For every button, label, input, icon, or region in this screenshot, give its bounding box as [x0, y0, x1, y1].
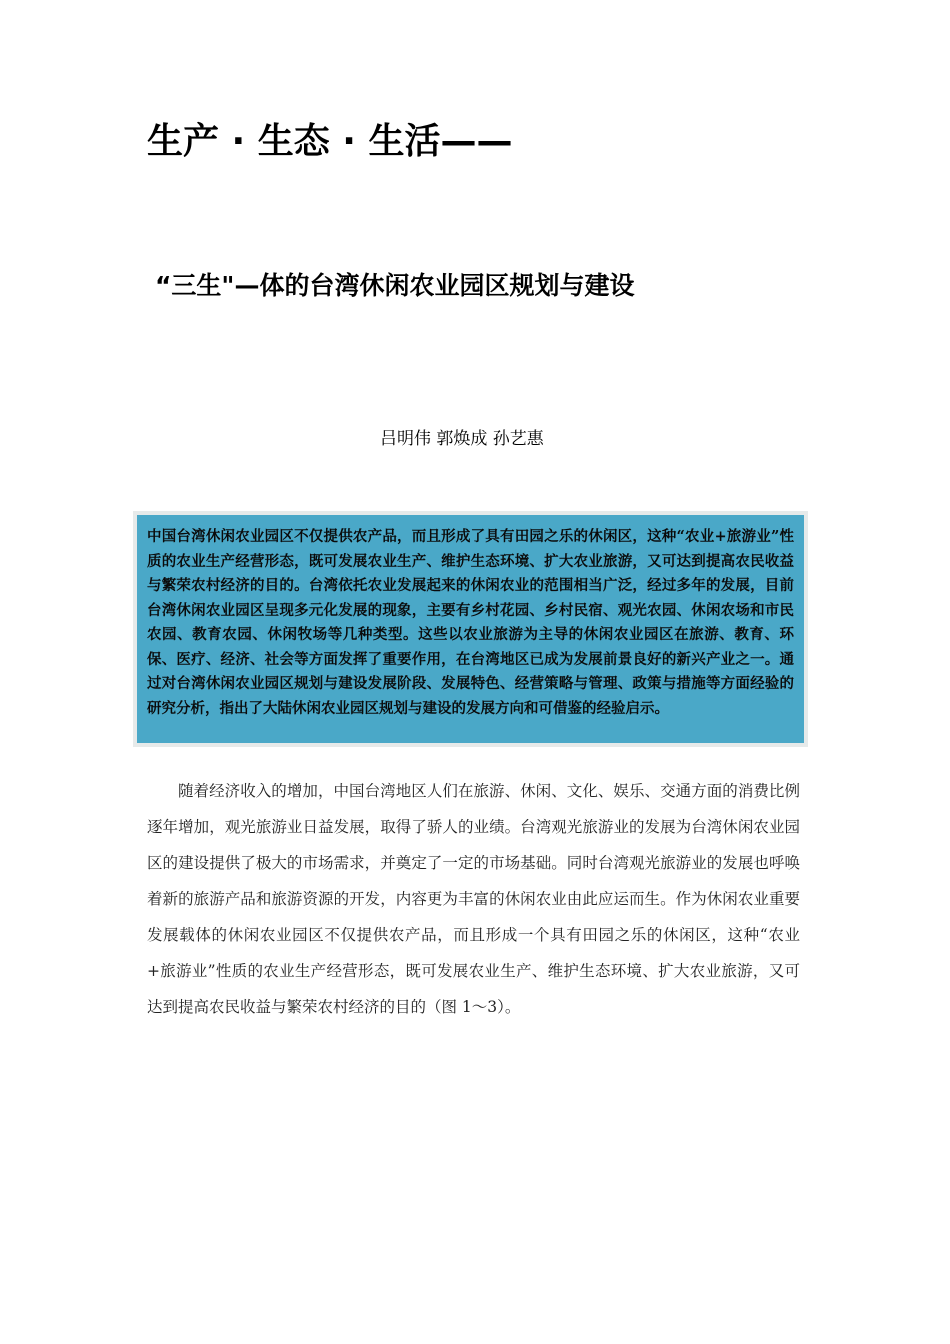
body-paragraph: 随着经济收入的增加，中国台湾地区人们在旅游、休闲、文化、娱乐、交通方面的消费比例逐年增加，观光旅游业日益发展，取得了骄人的业绩。台湾观光旅游业的发展为台湾休闲农业园区的建设提供了极大的市场需求，并奠定了一定的市场基础。同时台湾观光旅游业的发展也呼唤着新的旅游产品和旅游资源的开发，内容更为丰富的休闲农业由此应运而生。作为休闲农业重要发展载体的休闲农业园区不仅提供农产品，而且形成一个具有田园之乐的休闲区，这种“农业+旅游业”性质的农业生产经营形态，既可发展农业生产、维护生态环境、扩大农业旅游，又可达到提高农民收益与繁荣农村经济的目的（图 1～3）。 [147, 782, 800, 1016]
page-subtitle: “三生"—体的台湾休闲农业园区规划与建设 [155, 271, 635, 300]
abstract-box [133, 511, 808, 747]
page-title: 生产 · 生态 · 生活—— [147, 121, 513, 162]
author-list: 吕明伟 郭焕成 孙艺惠 [380, 429, 544, 449]
abstract-text: 中国台湾休闲农业园区不仅提供农产品，而且形成了具有田园之乐的休闲区，这种“农业+旅游业”性质的农业生产经营形态，既可发展农业生产、维护生态环境、扩大农业旅游，又可达到提高农民收益与繁荣农村经济的目的。台湾依托农业发展起来的休闲农业的范围相当广泛，经过多年的发展，目前台湾休闲农业园区呈现多元化发展的现象，主要有乡村花园、乡村民宿、观光农园、休闲农场和市民农园、教育农园、休闲牧场等几种类型。这些以农业旅游为主导的休闲农业园区在旅游、教育、环保、医疗、经济、社会等方面发挥了重要作用，在台湾地区已成为发展前景良好的新兴产业之一。通过对台湾休闲农业园区规划与建设发展阶段、发展特色、经营策略与管理、政策与措施等方面经验的研究分析，指出了大陆休闲农业园区规划与建设的发展方向和可借鉴的经验启示。 [147, 528, 794, 717]
